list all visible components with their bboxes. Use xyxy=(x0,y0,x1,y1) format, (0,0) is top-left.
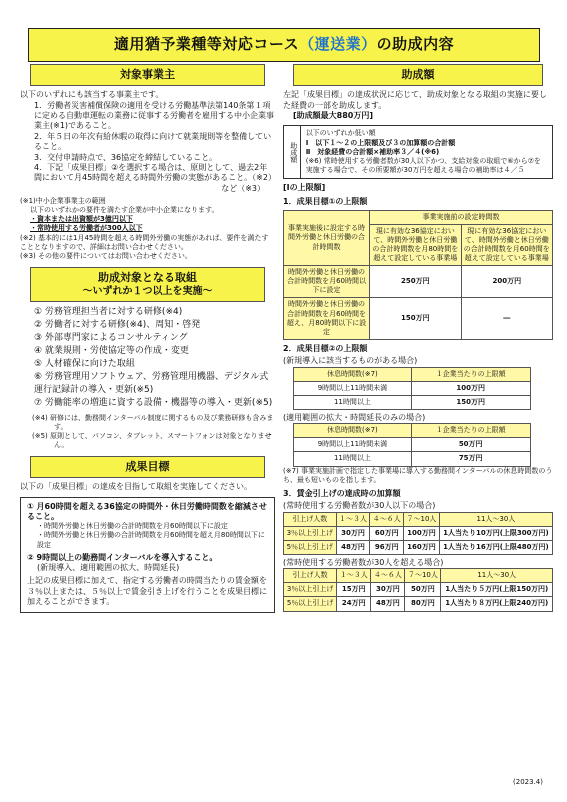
t2a-head: 休息時間数(※7) xyxy=(294,367,412,381)
effort-item: ② 労働者に対する研修(※4)、周知・啓発 xyxy=(34,320,201,331)
t2a-val: 100万円 xyxy=(411,381,530,395)
table1 xyxy=(283,210,553,340)
t2b-head: 休息時間数(※7) xyxy=(294,424,412,438)
note-line: (※2) 基本的には1月45時間を超える時間外労働の実態があれば、要件を満たすこととなりますので、詳細はお問い合わせください。 xyxy=(20,233,269,251)
table-row xyxy=(294,395,531,409)
t1-col2: 現に有効な36協定において、時間外労働と休日労働の合計時間数を月60時間を超えて設定している事業場 xyxy=(461,224,552,265)
t3b-cell: 80万円 xyxy=(405,597,441,611)
t2b-val: 50万円 xyxy=(411,438,530,452)
goal-box xyxy=(20,497,275,613)
goal-1-sub: ・時間外労働と休日労働の合計時間数を月60時間以下に設定 xyxy=(37,522,228,531)
t3a-head: ４～６人 xyxy=(370,512,404,526)
table3-title: 3．賃金引上げの達成時の加算額 xyxy=(283,488,401,498)
table-row xyxy=(284,583,553,597)
t3b-cell: 24万円 xyxy=(337,597,371,611)
goal-1-sub: ・時間外労働と休日労働の合計時間数を月60時間を超え月80時間以下に設定 xyxy=(37,531,265,549)
note-line: (※1)中小企業事業主の範囲 xyxy=(20,197,106,206)
t1-cell: ― xyxy=(461,298,552,339)
t3a-cell: 1人当たり16万円(上限480万円) xyxy=(439,540,552,554)
t1-cell: 200万円 xyxy=(461,266,552,298)
t3b-head: １～３人 xyxy=(337,569,371,583)
amount-box xyxy=(283,125,553,178)
note-line: 以下のいずれかの要件を満たす企業が中小企業になります。 xyxy=(30,206,219,215)
table-row xyxy=(284,526,553,540)
effort-item: ④ 就業規則・労使協定等の作成・変更 xyxy=(34,346,189,357)
issue-date: (2023.4) xyxy=(513,778,543,786)
t2a-caption: (新規導入に該当するものがある場合) xyxy=(283,356,418,366)
t3b-head: 引上げ人数 xyxy=(284,569,337,583)
right-column xyxy=(283,64,553,612)
box-line: 以下のいずれか低い額 xyxy=(305,129,376,138)
box-line: Ⅰ 以下１～２の上限額及び３の加算額の合計額 xyxy=(305,138,456,147)
efforts-title: 助成対象となる取組 xyxy=(98,270,197,284)
table-row xyxy=(284,266,553,298)
goal-2-sub: (新規導入、適用範囲の拡大、時間延長) xyxy=(37,563,180,573)
t2b-key: 11時間以上 xyxy=(294,452,412,466)
t3a-key: 3％以上引上げ xyxy=(284,526,337,540)
t3a-head: ７～10人 xyxy=(404,512,440,526)
t2a-key: 11時間以上 xyxy=(294,395,412,409)
t2b-head: １企業当たりの上限額 xyxy=(411,424,530,438)
t3b-head: ４～６人 xyxy=(371,569,405,583)
effort-item: ⑥ 労務管理用ソフトウェア、労務管理用機器、デジタル式運行記録計の導入・更新(※5) xyxy=(34,372,269,396)
t3b-cell: 1人当たり５万円(上限150万円) xyxy=(441,583,553,597)
t3a-cell: 60万円 xyxy=(370,526,404,540)
t3b-cell: 30万円 xyxy=(371,583,405,597)
target-item: 4．下記「成果目標」②を選択する場合は、原則として、過去2年間において月45時間を超える時間外労働の実態があること。（※2） xyxy=(34,163,276,183)
page-title xyxy=(28,28,540,62)
title-highlight: （運送業） xyxy=(299,35,377,54)
amount-box-label: 助成額 xyxy=(284,126,301,177)
t3b-cell: 15万円 xyxy=(337,583,371,597)
goal-heading: 成果目標 xyxy=(30,456,265,478)
target-notes xyxy=(20,197,275,261)
t3a-caption: (常時使用する労働者数が30人以下の場合) xyxy=(283,501,436,511)
amount-max: [助成額最大880万円] xyxy=(293,111,374,121)
goal-extra: 上記の成果目標に加えて、指定する労働者の時間当たりの賃金額を３％以上または、５％以上で賃金引き上げを行うことを成果目標に加えることができます。 xyxy=(27,576,267,607)
table-row xyxy=(284,540,553,554)
t3a-cell: 96万円 xyxy=(370,540,404,554)
t3b-key: 5％以上引上げ xyxy=(284,597,337,611)
effort-item: ③ 外部専門家によるコンサルティング xyxy=(34,333,188,344)
amount-intro: 左記「成果目標」の達成状況に応じて、助成対象となる取組の実施に要した経費の一部を助成します。 xyxy=(283,90,547,110)
efforts-heading xyxy=(30,267,265,302)
t2a-head: １企業当たりの上限額 xyxy=(411,367,530,381)
t3a-cell: 160万円 xyxy=(404,540,440,554)
table-row xyxy=(294,452,531,466)
table3b xyxy=(283,568,553,611)
target-item: 3．交付申請時点で、36協定を締結していること。 xyxy=(34,152,218,162)
target-item: 1．労働者災害補償保険の適用を受ける労働基準法第140条第１項に定める自動車運転の業務に従事する労働者を雇用する中小企業事業主(※1)であること。 xyxy=(34,100,274,131)
t1-col1: 現に有効な36協定において、時間外労働と休日労働の合計時間数を月80時間を超えて設定している事業場 xyxy=(370,224,461,265)
box-line: (※6) 常時使用する労働者数が30人以下かつ、支給対象の取組で⑥から⑦を実施する場合で、その所要額が30万円を超える場合の補助率は４／５ xyxy=(305,156,541,174)
t2b-caption: (適用範囲の拡大・時間延長のみの場合) xyxy=(283,412,426,422)
effort-item: ⑤ 人材確保に向けた取組 xyxy=(34,359,135,370)
left-column xyxy=(20,64,275,613)
table2a xyxy=(293,367,531,410)
t2b-val: 75万円 xyxy=(411,452,530,466)
target-item: 2．年５日の年次有給休暇の取得に向けて就業規則等を整備していること。 xyxy=(34,131,272,152)
t2a-val: 150万円 xyxy=(411,395,530,409)
t3a-cell: 1人当たり10万円(上限300万円) xyxy=(439,526,552,540)
t1-col0: 事業実施後に設定する時間外労働と休日労働の合計時間数 xyxy=(284,210,370,265)
t1-header: 事業実施前の設定時間数 xyxy=(370,210,553,224)
goal-2: ② 9時間以上の勤務間インターバルを導入すること。 xyxy=(27,552,218,562)
table-row xyxy=(284,597,553,611)
target-intro: 以下のいずれにも該当する事業主です。 xyxy=(20,90,164,100)
amount-box-body xyxy=(301,126,552,177)
t3a-head: １～３人 xyxy=(336,512,370,526)
note-line: (※5) 原則として、パソコン、タブレット、スマートフォンは対象となりません。 xyxy=(32,431,272,449)
t1-row-label: 時間外労働と休日労働の合計時間数を月60時間を超え、月80時間以下に設定 xyxy=(284,298,370,339)
box-line: Ⅱ 対象経費の合計額×補助率３／４(※6) xyxy=(305,147,440,156)
table2-title: 2．成果目標②の上限額 xyxy=(283,343,368,353)
note-line: ・常時使用する労働者が300人以下 xyxy=(30,224,143,233)
table-row xyxy=(284,298,553,339)
table-row xyxy=(294,438,531,452)
t1-cell: 150万円 xyxy=(370,298,461,339)
effort-notes xyxy=(20,414,275,450)
amount-heading: 助成額 xyxy=(293,64,543,86)
title-suffix: の助成内容 xyxy=(376,35,455,54)
title-main: 適用猶予業種等対応コース xyxy=(113,35,300,54)
efforts-list xyxy=(20,306,275,410)
t3a-cell: 100万円 xyxy=(404,526,440,540)
t2a-key: 9時間以上11時間未満 xyxy=(294,381,412,395)
note-line: (※3) その他の要件についてはお問い合わせください。 xyxy=(20,251,192,260)
t1-row-label: 時間外労働と休日労働の合計時間数を月60時間以下に設定 xyxy=(284,266,370,298)
t3b-head: 11人～30人 xyxy=(441,569,553,583)
effort-item: ⑦ 労働能率の増進に資する設備・機器等の導入・更新(※5) xyxy=(34,398,273,409)
t3b-caption: (常時使用する労働者数が30人を超える場合) xyxy=(283,557,444,567)
t3a-key: 5％以上引上げ xyxy=(284,540,337,554)
t2-note: (※7) 事業実施計画で指定した事業場に導入する勤務間インターバルの休息時間数のうち、最も短いものを指します。 xyxy=(283,466,553,484)
table3a xyxy=(283,512,553,555)
table2b xyxy=(293,423,531,466)
t3a-head: 引上げ人数 xyxy=(284,512,337,526)
goal-1: ① 月60時間を超える36協定の時間外・休日労働時間数を縮減させること。 xyxy=(27,501,267,521)
efforts-subtitle: ～いずれか１つ以上を実施～ xyxy=(82,286,213,298)
table1-title: 1．成果目標①の上限額 xyxy=(283,197,368,207)
t3b-cell: 1人当たり８万円(上限240万円) xyxy=(441,597,553,611)
t3b-cell: 50万円 xyxy=(405,583,441,597)
note-line: ・資本または出資額が3億円以下 xyxy=(30,215,133,224)
note-line: (※4) 研修には、勤務間インターバル制度に関するもの及び業務研修も含みます。 xyxy=(32,413,274,431)
t3b-head: ７～10人 xyxy=(405,569,441,583)
limits-heading: [Ⅰの上限額] xyxy=(283,182,326,192)
t3a-head: 11人～30人 xyxy=(439,512,552,526)
t3a-cell: 48万円 xyxy=(336,540,370,554)
t2b-key: 9時間以上11時間未満 xyxy=(294,438,412,452)
target-heading: 対象事業主 xyxy=(30,64,265,86)
goal-intro: 以下の「成果目標」の達成を目指して取組を実施してください。 xyxy=(20,482,252,492)
target-list xyxy=(20,101,275,184)
t1-cell: 250万円 xyxy=(370,266,461,298)
t3b-cell: 48万円 xyxy=(371,597,405,611)
effort-item: ① 労務管理担当者に対する研修(※4) xyxy=(34,307,183,318)
t3b-key: 3％以上引上げ xyxy=(284,583,337,597)
target-etc: など（※3） xyxy=(221,183,265,193)
table-row xyxy=(294,381,531,395)
t3a-cell: 30万円 xyxy=(336,526,370,540)
